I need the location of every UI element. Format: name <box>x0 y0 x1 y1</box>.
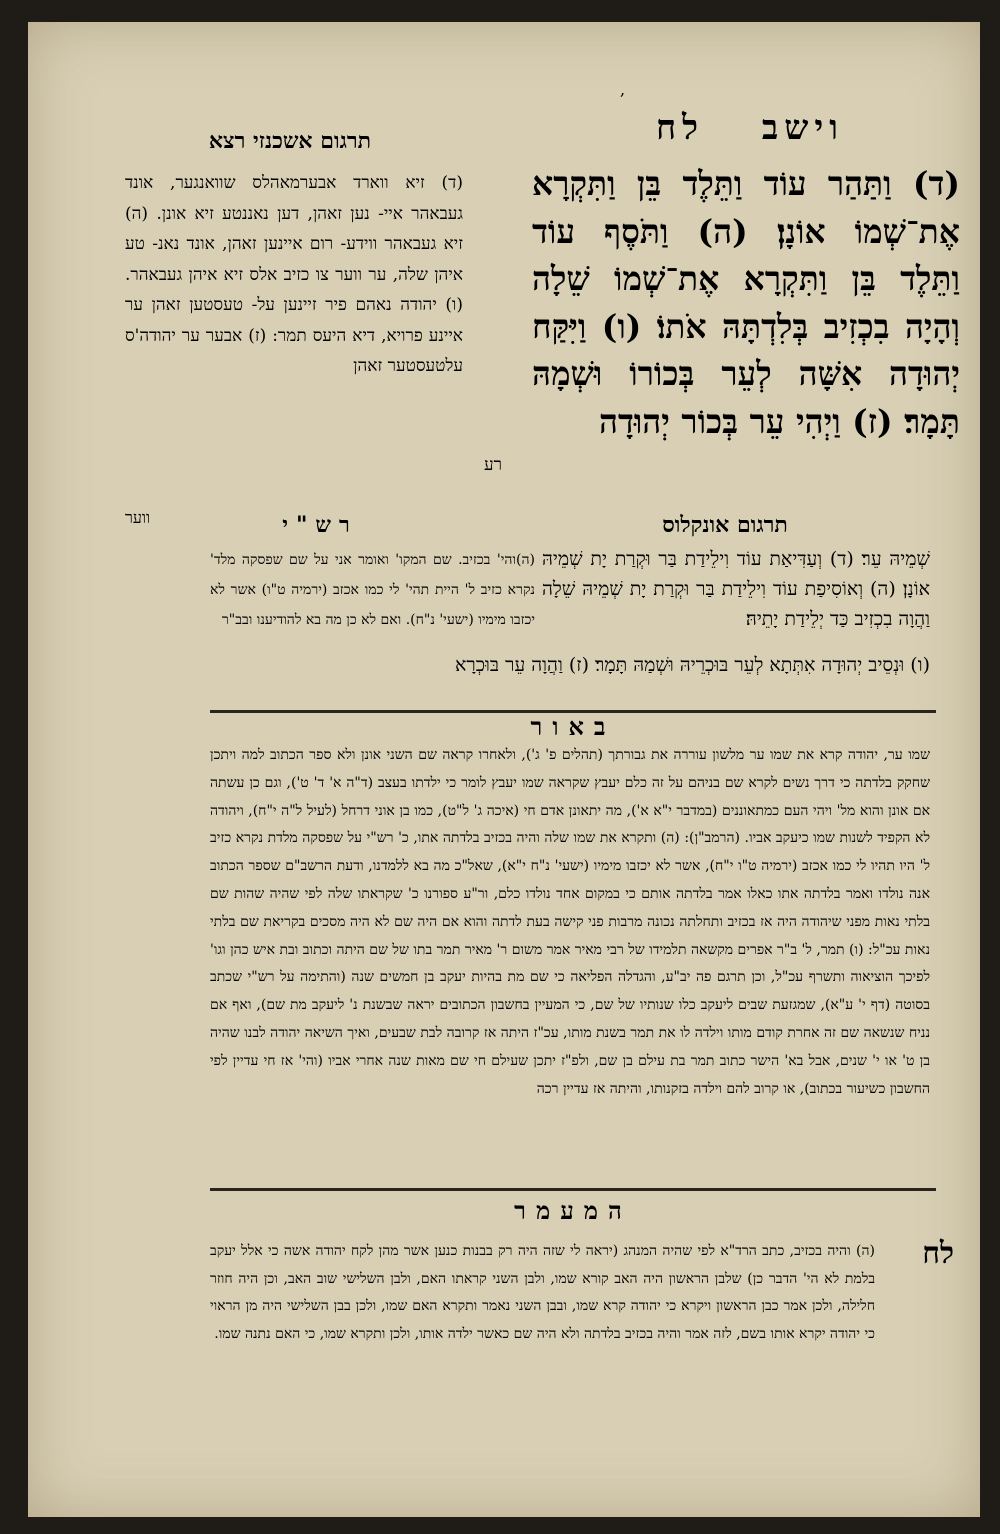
divider-rule <box>210 1188 936 1191</box>
bible-catchword: רע <box>484 455 502 475</box>
meamar-title: המעמר <box>514 1196 632 1225</box>
targum-ashkenazi-catchword: ווער <box>125 508 151 527</box>
bible-text: (ד) וַתַּהַר עוֹד וַתֵּלֶד בֵּן וַתִּקְרָא אֶת־שְׁמוֹ אוֹנָן׃ (ה) וַתֹּסֶף עוֹד וַתֵּלֶד בֵּן וַתִּקְרָא אֶת־שְׁמוֹ שֵׁלָה וְהָיָה בִכְזִיב בְּלִדְתָּהּ אֹתוֹ׃ (ו) וַיִּקַּח יְהוּדָה אִשָּׁה לְעֵר בְּכוֹרוֹ וּשְׁמָהּ תָּמָר׃ (ז) וַיְהִי עֵר בְּכוֹר יְהוּדָה <box>532 164 960 441</box>
running-head-chapter: לח <box>656 108 705 148</box>
biur-title: באור <box>530 712 616 741</box>
targum-ashkenazi-text: (ד) זיא ווארד אבערמאהלס שוואנגער, אונד געבאהר איי- נען זאהן, דען נאננטע זיא אונן. (ה) זיא געבאהר ווידע- רום איינען זאהן, אונד נאנ- טע איהן שלה, ער ווער צו כזיב אלס זיא איהן געבאהר. (ו) יהודה נאהם פיר זיינען על- טעסטען זאהן ער איינע פרויא, דיא היעס תמר: (ז) אבער ער יהודה'ס עלטעסטער זאהן <box>125 173 463 376</box>
biur-text: שמו ער, יהודה קרא את שמו ער מלשון עוררה את גבורתך (תהלים פ' ג'), ולאחרו קראה שם השני אונן ולא ספר הכתוב למה ויתכן שחקק בלדתה כי דרך נשים לקרא שם בניהם על זה כלם יעבץ שקראה שמו יעבץ לומר כי ילדתו בעצב (ד"ה א' ד' ט'), וגם כן עשתה אם אונן והוא מל' ויהי העם כמתאוננים (במדבר י"א א'), מה יתאונן אדם חי (איכה ג' ל"ט), כמו בן אוני דרחל (לעיל ל"ה י"ח), ויהודה לא הקפיד לשנות שמו כיעקב אביו. (הרמב"ן): (ה) ותקרא את שמו שלה והיה בכזיב בלדתה אתו, כ' רש"י על שפסקה מלדת נקרא כזיב ל' היו תהיו לי כמו אכזב (ירמיה ט"ו י"ח), אשר לא יכזבו מימיו (ישעי' נ"ח י"א), שאל"כ מה בא ללמדנו, ודעת הרשב"ם שספר הכתוב אנה נולדו ואמר בלדתה אתו כאלו אמר בלדתה אותם כי במקום אחד נולדו כלם, ור"ע ספורנו כ' שקראתו שלה לפי שהיה שהות שם בלתי נאות מפני שיהודה היה אז בכזיב ותחלתה נכונה מרבות פני קישה בעת לדתה והוא אם היה שם לא היה מסכים בקריאת שם בלתי נאות עכ"ל: (ו) תמר, ל' ב"ר אפרים מקשאה תלמידו של רבי מאיר אמר משום ר' מאיר תמר בתו של שם היתה וכתוב ובת איש כהן וגו' לפיכך הוציאוה ותשרף עכ"ל, וכן תרגם פה יב"ע, והגדלה הפליאה כי שם מת בהיות יעקב בן חמשים שנה (והתימה על רש"י שכתב בסוטה (דף י' ע"א), שמגזעת שבים ליעקב כלו שנותיו של שם, כי המעיין בחשבון הכתובים יראה שבשנת נ' ליעקב מת שם), ואף אם נניח שנשאה שם זה אחרת קודם מותו וילדה לו את תמר בשנת מותו, עכ"ז היתה אז קרובה לבת שבעים, ואיך השיאה יהודה לבנו שהיה בן ט' או י' שנים, אבל בא' הישר כתוב תמר בת עילם בן שם, ולפ"ז יתכן שעילם חי שם מאות שנה אחרי אביו (והי' אז חי עדיין לפי החשבון כשיעור בכתוב), או קרוב להם וילדה בזקנותו, והיתה אז עדיין רכה <box>210 747 930 1097</box>
folio-mark: , <box>620 80 626 99</box>
meamar-text: (ה) והיה בכזיב, כתב הרד"א לפי שהיה המנהג (יראה לי שזה היה רק בבנות כנען אשר מהן לקח יהודה אשה כי אלל יעקב בלמת לא הי' הדבר כן) שלבן הראשון היה האב קורא שמו, ולבן השני קראתו האם, ולבן השלישי שוב האב, וכן היה חוזר חלילה, ולכן אמר כבן הראשון ויקרא כי יהודה קרא שמו, ובבן השני נאמר ותקרא האם שמו, ולכן בבן השלישי היה מן הראוי כי יהודה יקרא אותו בשם, לזה אמר והיה בכזיב בלדתה ולא היה שם כאשר ילדה אותו, ולכן ותקרא שמו, כי האם נתנה שמו. <box>210 1243 875 1342</box>
rashi-title: רש"י <box>282 512 358 538</box>
running-head-book: וישב <box>761 108 844 148</box>
onkelos-text: שְׁמֵיהּ עֵר׃ (ד) וְעַדִּיאַת עוֹד וִילֵידַת בַּר וּקְרַת יָת שְׁמֵיהּ אוֹנָן׃ (ה) וְאוֹסִיפַת עוֹד וִילֵידַת בַּר וּקְרַת יָת שְׁמֵיהּ שֵׁלָה וַהֲוָה בִכְזִיב כַּד יְלֵידַת יָתֵיהּ׃ <box>542 548 930 630</box>
targum-ashkenazi-title: תרגום אשכנזי רצא <box>208 128 372 154</box>
meamar-chapter-number: לח <box>922 1236 954 1271</box>
onkelos-last-line: (ו) וּנְסֵיב יְהוּדָה אִתְּתָא לְעֵר בּוּכְרֵיהּ וּשְׁמַהּ תָּמָר׃ (ז) וַהֲוָה עֵר בּוּכְרָא <box>455 654 930 676</box>
running-head <box>540 108 960 148</box>
onkelos-title: תרגום אונקלוס <box>662 512 788 538</box>
rashi-text: (ה)והי' בכזיב. שם המקו' ואומר אני על שם שפסקה מלד' נקרא כזיב ל' היית תהי' לי כמו אכזב (ירמיה ט"ו) אשר לא יכזבו מימיו (ישעי' נ"ח). ואם לא כן מה בא להודיענו ובב"ר <box>210 552 535 628</box>
